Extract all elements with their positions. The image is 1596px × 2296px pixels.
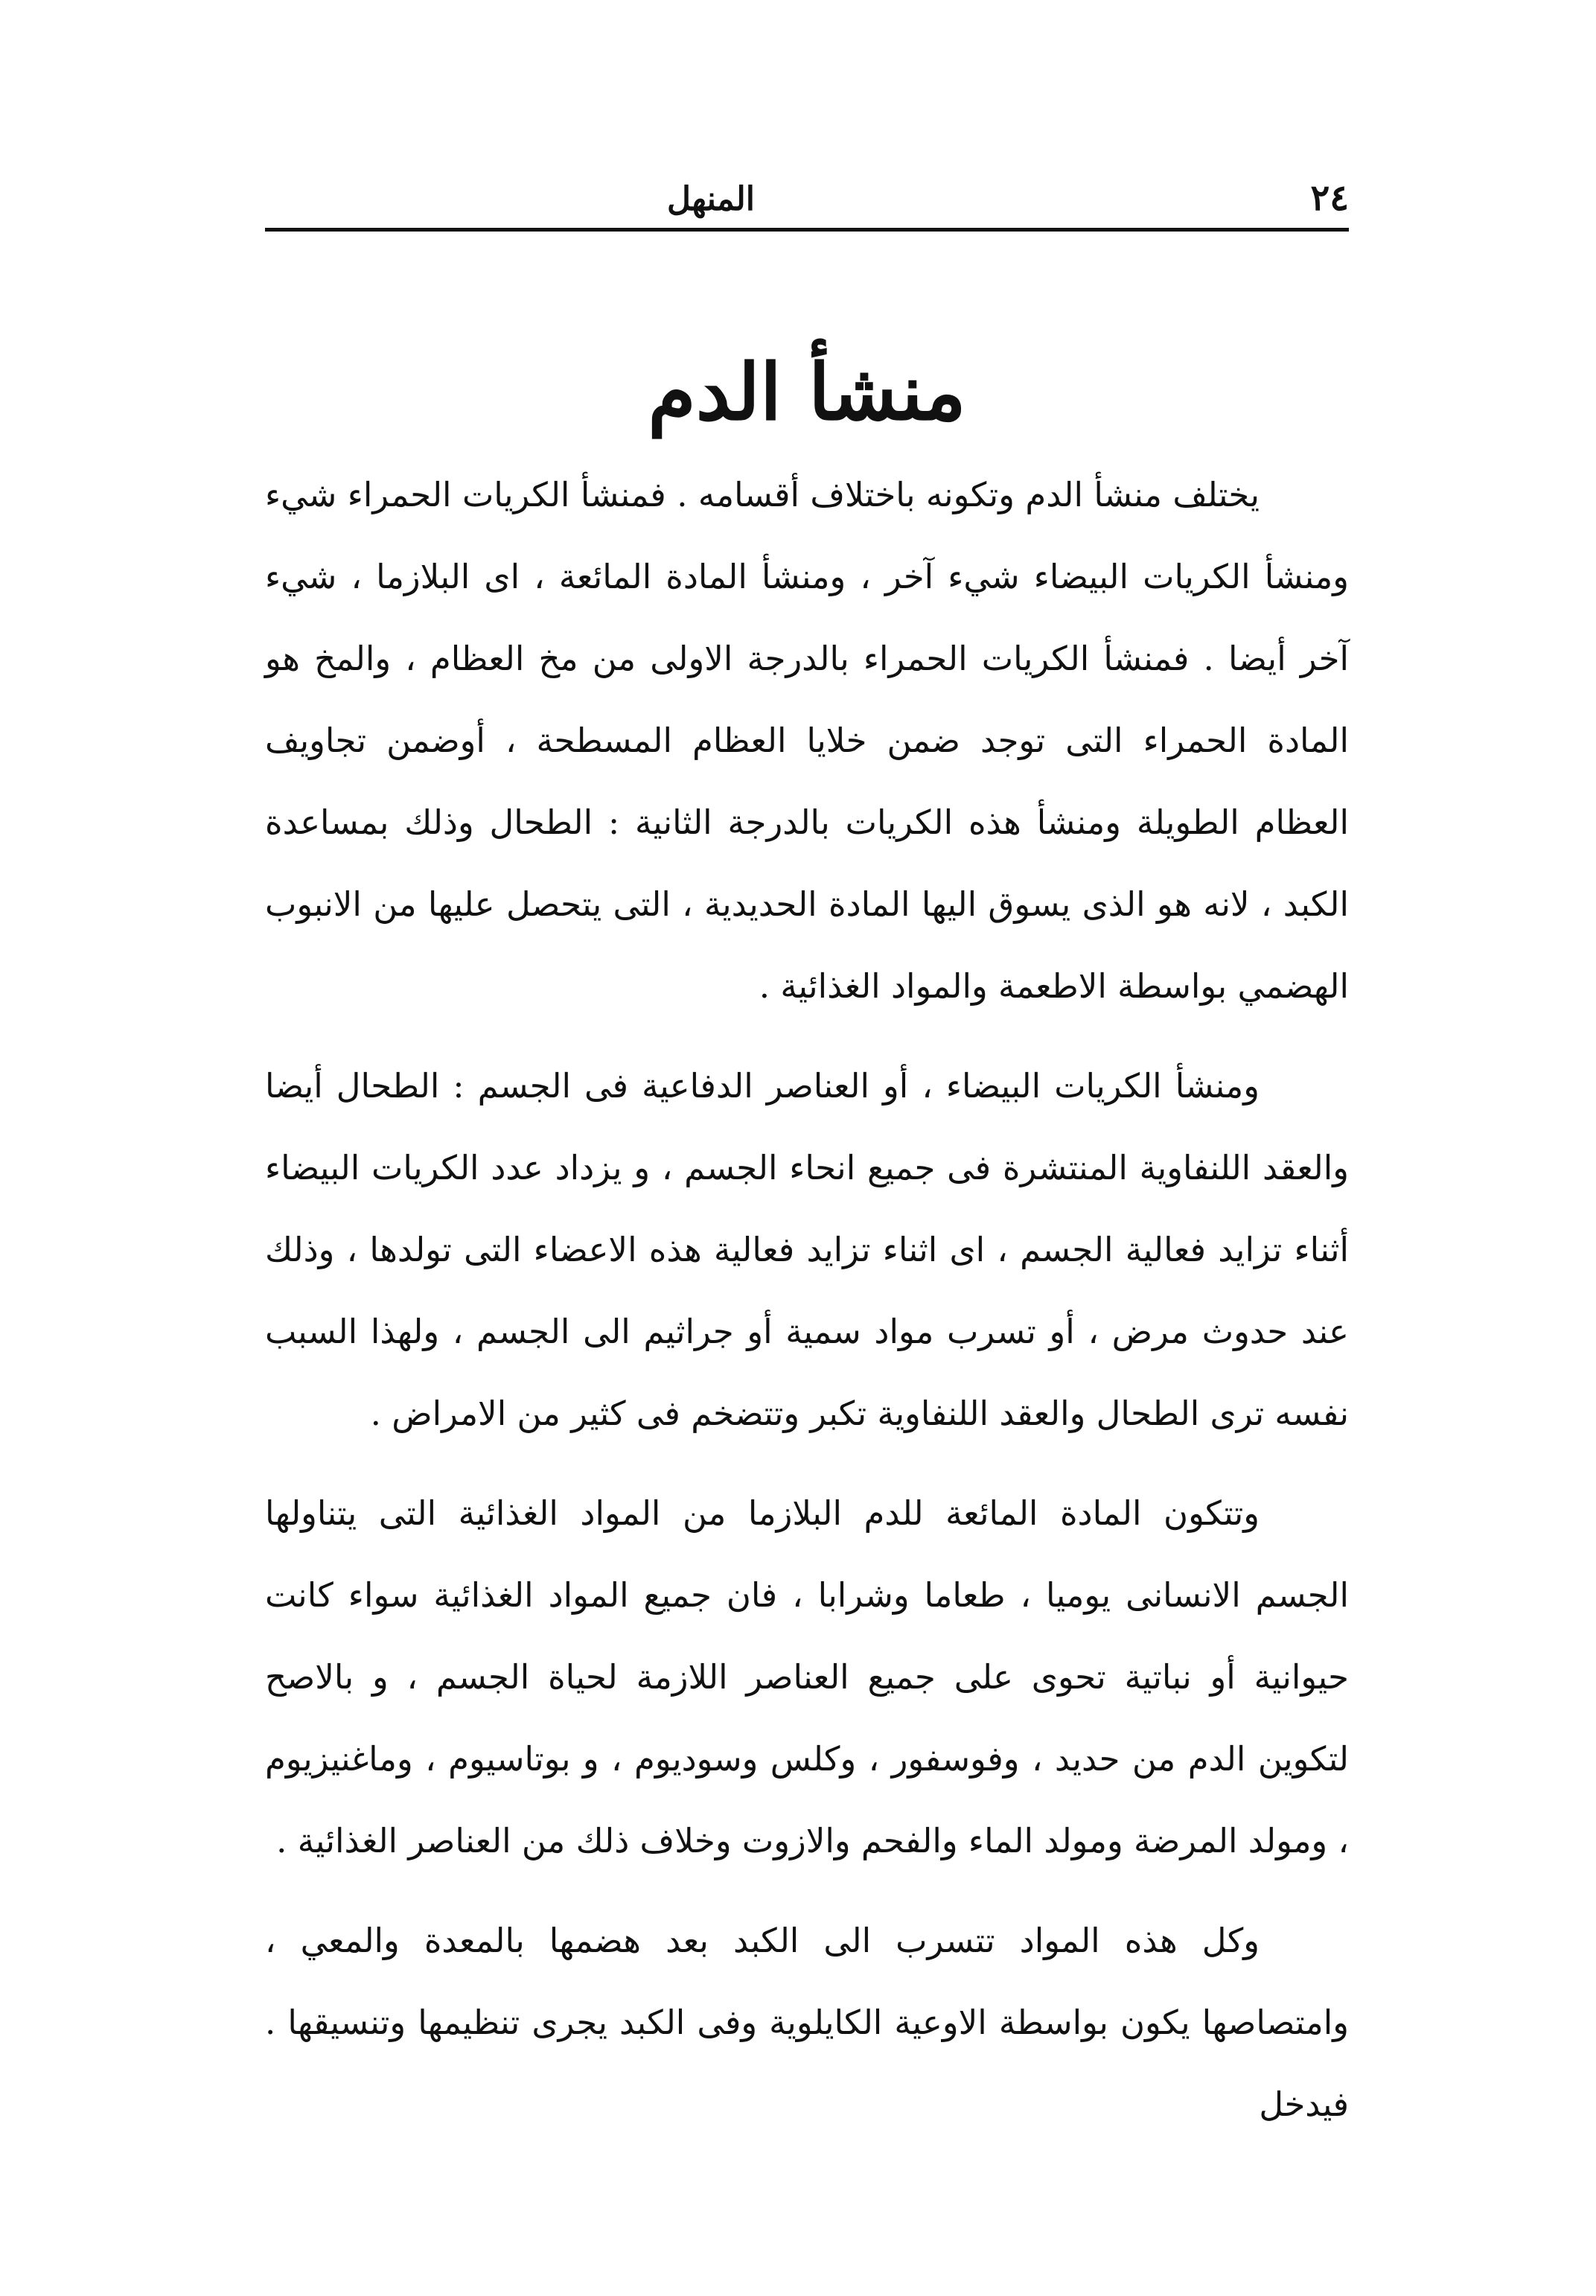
article-body [265, 454, 1349, 2163]
page-header [265, 149, 1349, 219]
running-head: المنهل [667, 180, 755, 218]
paragraph: وتتكون المادة المائعة للدم البلازما من المواد الغذائية التى يتناولها الجسم الانسانى يوميا ، طعاما وشرابا ، فان جميع المواد الغذائية سواء كانت حيوانية أو نباتية تحوى على جميع العناصر اللازمة لحياة الجسم ، و بالاصح لتكوين الدم من حديد ، وفوسفور ، وكلس وسوديوم ، و بوتاسيوم ، وماغنيزيوم ، ومولد المرضة ومولد الماء والفحم والازوت وخلاف ذلك من العناصر الغذائية . [265, 1493, 1349, 1860]
header-rule [265, 228, 1349, 232]
paragraph: ومنشأ الكريات البيضاء ، أو العناصر الدفاعية فى الجسم : الطحال أيضا والعقد اللنفاوية المنتشرة فى جميع انحاء الجسم ، و يزداد عدد الكريات البيضاء أثناء تزايد فعالية الجسم ، اى اثناء تزايد فعالية هذه الاعضاء التى تولدها ، وذلك عند حدوث مرض ، أو تسرب مواد سمية أو جراثيم الى الجسم ، ولهذا السبب نفسه ترى الطحال والعقد اللنفاوية تكبر وتتضخم فى كثير من الامراض . [265, 1066, 1349, 1433]
page-number: ٢٤ [1310, 177, 1349, 219]
article-title: منشأ الدم [648, 345, 966, 438]
paragraph: يختلف منشأ الدم وتكونه باختلاف أقسامه . فمنشأ الكريات الحمراء شيء ومنشأ الكريات البيضاء شيء آخر ، ومنشأ المادة المائعة ، اى البلازما ، شيء آخر أيضا . فمنشأ الكريات الحمراء بالدرجة الاولى من مخ العظام ، والمخ هو المادة الحمراء التى توجد ضمن خلايا العظام المسطحة ، أوضمن تجاويف العظام الطويلة ومنشأ هذه الكريات بالدرجة الثانية : الطحال وذلك بمساعدة الكبد ، لانه هو الذى يسوق اليها المادة الحديدية ، التى يتحصل عليها من الانبوب الهضمي بواسطة الاطعمة والمواد الغذائية . [265, 475, 1349, 1006]
paragraph: وكل هذه المواد تتسرب الى الكبد بعد هضمها بالمعدة والمعي ، وامتصاصها يكون بواسطة الاوعية الكايلوية وفى الكبد يجرى تنظيمها وتنسيقها . فيدخل [265, 1921, 1349, 2124]
